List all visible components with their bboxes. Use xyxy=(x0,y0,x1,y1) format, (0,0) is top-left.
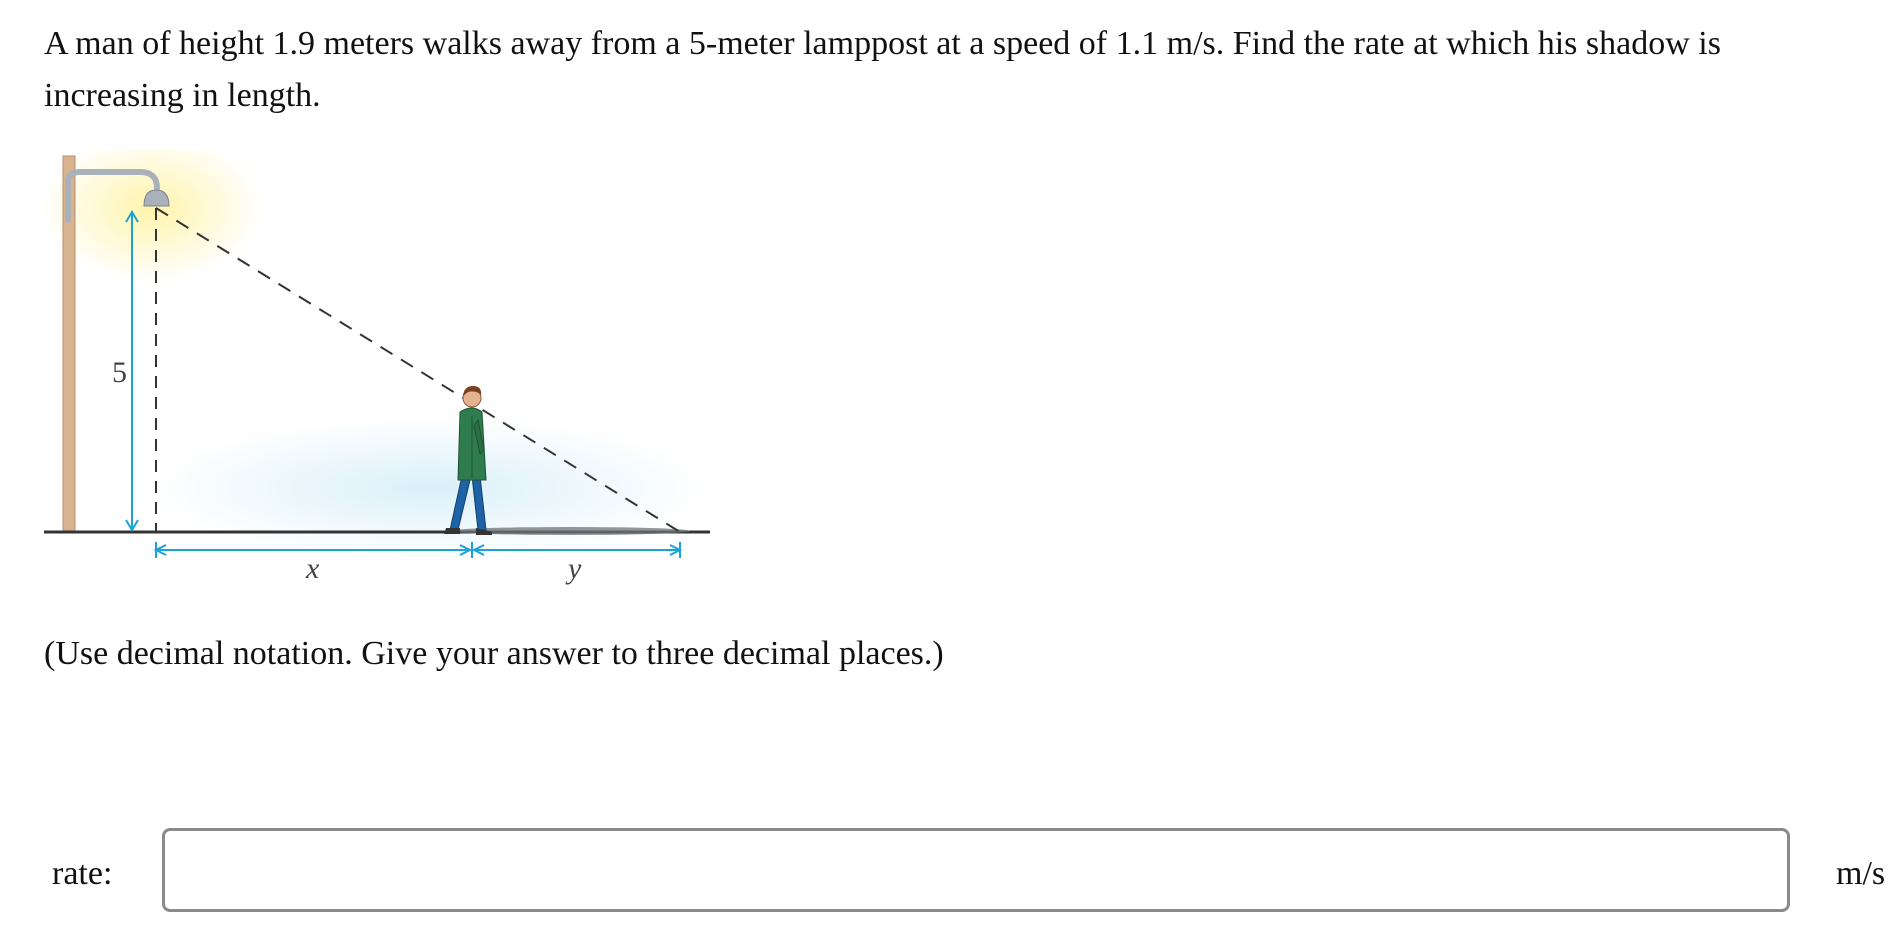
rate-input[interactable] xyxy=(162,828,1790,912)
lamppost-diagram xyxy=(40,150,720,590)
height-label: 5 xyxy=(112,356,127,389)
rate-label: rate: xyxy=(52,855,113,892)
x-label: x xyxy=(306,552,320,585)
y-label: y xyxy=(568,552,582,585)
rate-unit: m/s xyxy=(1836,855,1886,892)
instructions-text: (Use decimal notation. Give your answer to three decimal places.) xyxy=(44,635,944,672)
ground-glow xyxy=(150,418,710,558)
problem-statement: A man of height 1.9 meters walks away from a 5-meter lamppost at a speed of 1.1 m/s. Find the rate at which his shadow is increasing in length. xyxy=(44,25,1721,114)
